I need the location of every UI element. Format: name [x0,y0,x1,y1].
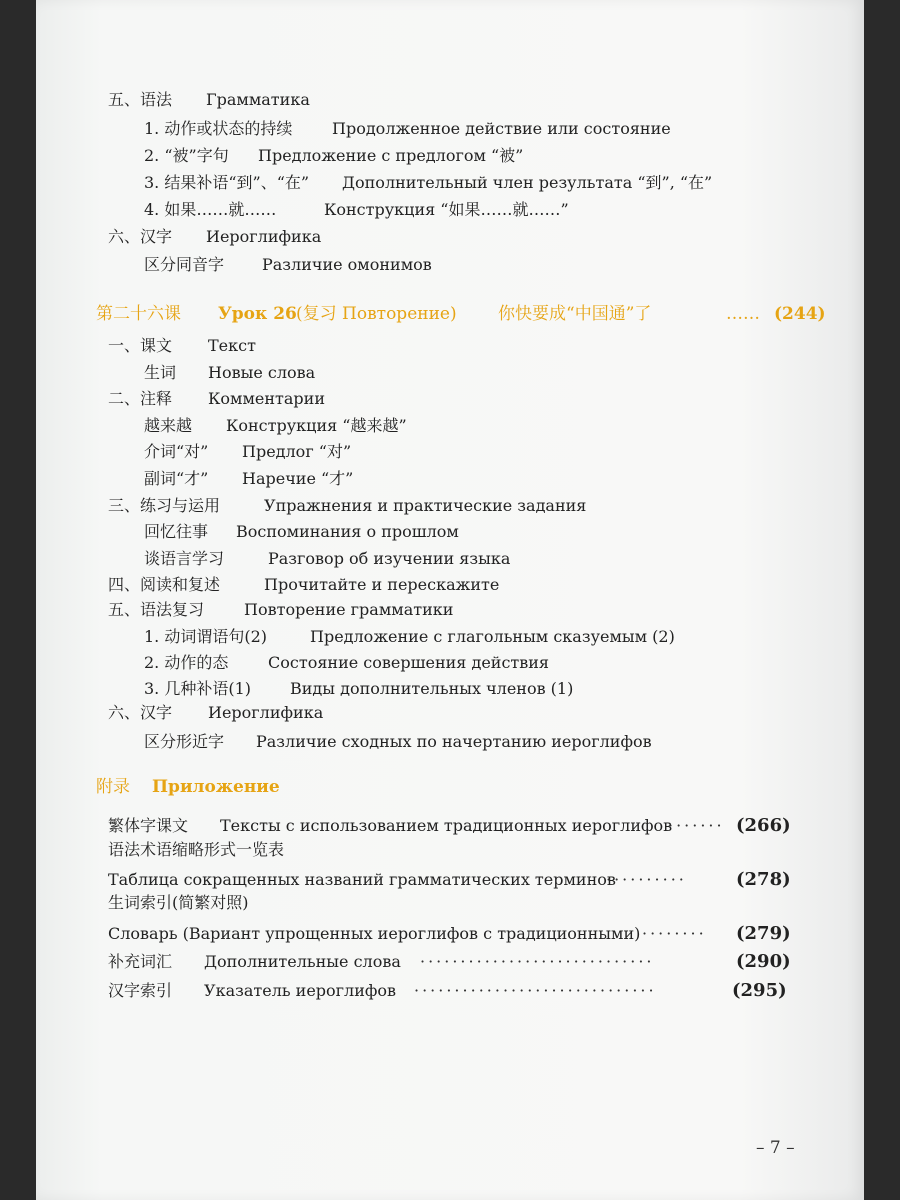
leader-dots: …… [726,304,760,324]
appendix-heading-ru: Приложение [152,777,280,797]
page-number: (295) [732,980,787,1001]
leader-dots: ········ [642,924,707,943]
leader-dots: ······· [668,816,725,835]
toc-zh: 谈语言学习 [144,549,225,568]
lesson-number-ru: Урок 26 [218,304,297,324]
toc-zh: 四、阅读和复述 [108,575,221,594]
toc-ru: Новые слова [208,363,316,382]
toc-zh: 三、练习与运用 [108,496,221,515]
toc-zh: 3. 结果补语“到”、“在” [144,173,310,192]
toc-ru: Различие сходных по начертанию иероглифов [256,732,652,751]
toc-ru: Различие омонимов [262,255,432,274]
toc-ru: Комментарии [208,389,325,408]
toc-zh: 4. 如果……就…… [144,200,277,219]
toc-zh: 汉字索引 [108,981,173,1000]
toc-ru: Прочитайте и перескажите [264,575,500,594]
toc-zh: 六、汉字 [108,227,173,246]
toc-zh: 2. “被”字句 [144,146,229,165]
toc-zh: 生词 [144,363,177,382]
toc-ru: Воспоминания о прошлом [236,522,459,541]
toc-zh: 二、注释 [108,389,173,408]
toc-ru: Текст [208,336,256,355]
toc-ru: Упражнения и практические задания [264,496,587,515]
toc-zh: 回忆往事 [144,522,209,541]
toc-zh: 一、课文 [108,336,173,355]
toc-ru: Иероглифика [206,227,322,246]
toc-ru: Конструкция “越来越” [226,416,407,435]
toc-zh: 六、汉字 [108,703,173,722]
page-number: (244) [774,304,826,324]
appendix-heading-zh: 附录 [96,777,130,797]
toc-zh: 区分形近字 [144,732,225,751]
toc-zh: 副词“才” [144,469,209,488]
toc-zh: 3. 几种补语(1) [144,679,252,698]
toc-zh: 1. 动词谓语句(2) [144,627,268,646]
lesson-number-zh: 第二十六课 [96,304,181,324]
toc-zh: 繁体字课文 [108,816,189,835]
toc-ru: Предложение с глагольным сказуемым (2) [310,627,675,646]
toc-zh: 生词索引(简繁对照) [108,893,249,912]
toc-ru: Продолженное действие или состояние [332,119,671,138]
toc-zh: 语法术语缩略形式一览表 [108,840,285,859]
toc-ru: Состояние совершения действия [268,653,550,672]
leader-dots: ·········· [606,870,687,889]
toc-ru: Предлог “对” [242,442,352,461]
toc-zh: 五、语法 [108,90,173,109]
toc-zh: 越来越 [144,416,193,435]
folio-page-number: – 7 – [756,1138,795,1158]
page-number: (278) [736,869,791,890]
toc-zh: 2. 动作的态 [144,653,229,672]
leader-dots: ····························· [420,952,655,971]
toc-zh: 区分同音字 [144,255,225,274]
toc-zh: 五、语法复习 [108,600,205,619]
toc-ru: Конструкция “如果……就……” [324,200,569,219]
lesson-title-zh: 你快要成“中国通”了 [498,304,652,324]
toc-ru: Виды дополнительных членов (1) [290,679,574,698]
toc-ru: Тексты с использованием традиционных иероглифов [220,816,673,835]
page-number: (290) [736,951,791,972]
lesson-review-label: (复习 Повторение) [296,304,457,324]
toc-zh: 1. 动作或状态的持续 [144,119,293,138]
page-number: (279) [736,923,791,944]
toc-zh: 补充词汇 [108,952,173,971]
toc-ru: Указатель иероглифов [204,981,397,1000]
toc-ru: Повторение грамматики [244,600,454,619]
toc-ru: Предложение с предлогом “被” [258,146,524,165]
toc-ru: Словарь (Вариант упрощенных иероглифов с традиционными) [108,924,641,943]
toc-zh: 介词“对” [144,442,209,461]
toc-ru: Дополнительные слова [204,952,401,971]
page-number: (266) [736,815,791,836]
toc-ru: Разговор об изучении языка [268,549,511,568]
toc-ru: Таблица сокращенных названий грамматических терминов [108,870,616,889]
toc-ru: Наречие “才” [242,469,354,488]
leader-dots: ······························ [414,981,657,1000]
toc-ru: Дополнительный член результата “到”, “在” [342,173,713,192]
toc-ru: Иероглифика [208,703,324,722]
toc-ru: Грамматика [206,90,310,109]
book-page [36,0,864,1200]
